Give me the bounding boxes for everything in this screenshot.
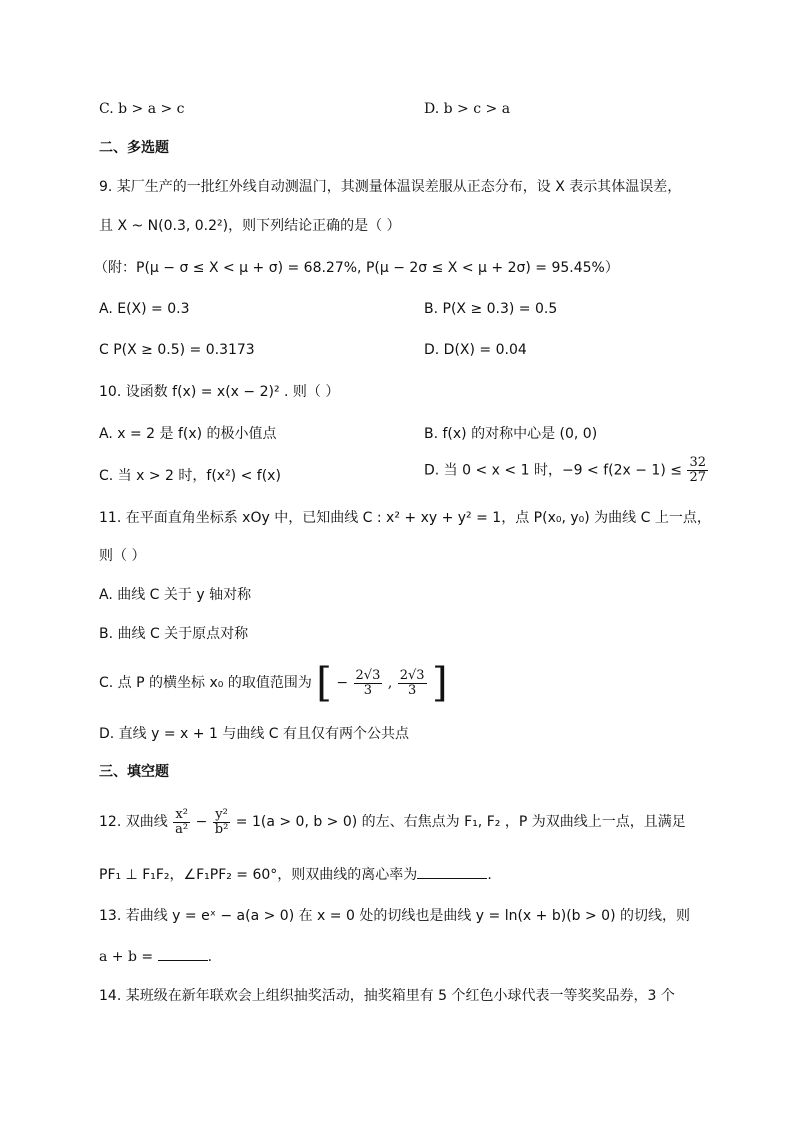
q12-prefix: 12. 双曲线 xyxy=(99,814,168,830)
q9-stem-line2: 且 X ~ N(0.3, 0.2²)，则下列结论正确的是（ ） xyxy=(99,218,401,234)
q12-fraction-x xyxy=(173,808,190,837)
q11-stem-line2: 则（ ） xyxy=(99,548,146,564)
q11-option-d: D. 直线 y = x + 1 与曲线 C 有且仅有两个公共点 xyxy=(99,726,409,742)
q12-fraction-y-denominator: b² xyxy=(214,821,229,837)
q11-option-a: A. 曲线 C 关于 y 轴对称 xyxy=(99,587,252,603)
q13-line2-end: . xyxy=(207,949,213,965)
q12-minus: − xyxy=(195,814,208,830)
q13-line2 xyxy=(99,946,212,967)
q11-option-c-left-numerator: 2√3 xyxy=(355,667,381,683)
q11-option-c-right-numerator: 2√3 xyxy=(399,667,425,683)
q12-line2-text: PF₁ ⊥ F₁F₂，∠F₁PF₂ = 60°，则双曲线的离心率为 xyxy=(99,867,418,883)
q10-option-c: C. 当 x > 2 时，f(x²) < f(x) xyxy=(99,468,281,484)
q10-option-d-fraction xyxy=(687,456,708,485)
q11-option-c-left-denominator: 3 xyxy=(363,682,373,698)
q11-option-c-separator: , xyxy=(387,675,393,691)
q9-option-d: D. D(X) = 0.04 xyxy=(424,342,527,358)
q12-fraction-y-numerator: y² xyxy=(213,808,231,823)
q9-option-b: B. P(X ≥ 0.3) = 0.5 xyxy=(424,301,558,317)
q10-option-b: B. f(x) 的对称中心是 (0, 0) xyxy=(424,426,598,442)
q10-option-a: A. x = 2 是 f(x) 的极小值点 xyxy=(99,426,277,442)
left-bracket: [ xyxy=(316,660,332,706)
q14-line1: 14. 某班级在新年联欢会上组织抽奖活动，抽奖箱里有 5 个红色小球代表一等奖奖品券，3 个 xyxy=(99,988,675,1004)
q12-fraction-x-denominator: a² xyxy=(175,821,189,837)
q8-option-c: C. b > a > c xyxy=(99,101,185,117)
q10-option-d xyxy=(424,456,709,485)
q9-option-a: A. E(X) = 0.3 xyxy=(99,301,190,317)
q12-suffix: = 1(a > 0, b > 0) 的左、右焦点为 F₁, F₂ ，P 为双曲线上一点，且满足 xyxy=(235,814,686,830)
q12-line1 xyxy=(99,804,686,840)
q12-fraction-x-numerator: x² xyxy=(173,808,190,823)
q13-answer-blank[interactable] xyxy=(158,946,208,961)
q10-stem: 10. 设函数 f(x) = x(x − 2)² . 则（ ） xyxy=(99,384,340,400)
q11-option-c-right-denominator: 3 xyxy=(407,682,417,698)
q8-option-d: D. b > c > a xyxy=(424,101,511,117)
q10-option-d-numerator: 32 xyxy=(689,455,706,470)
q12-answer-blank[interactable] xyxy=(417,864,487,879)
q13-line2-text: a + b = xyxy=(99,949,154,965)
q11-option-c-right-fraction xyxy=(398,669,427,698)
q10-option-d-text: D. 当 0 < x < 1 时，−9 < f(2x − 1) ≤ xyxy=(424,462,682,479)
q9-option-c: C P(X ≥ 0.5) = 0.3173 xyxy=(99,342,255,358)
q11-option-c-minus: − xyxy=(336,675,349,691)
q12-fraction-y xyxy=(213,808,231,837)
right-bracket: ] xyxy=(432,660,448,706)
section-3-title: 三、填空题 xyxy=(99,764,169,780)
q10-option-d-denominator: 27 xyxy=(689,470,706,485)
q12-line2 xyxy=(99,864,492,885)
q9-note: （附：P(μ − σ ≤ X < μ + σ) = 68.27%, P(μ − 2σ ≤ X < μ + 2σ) = 95.45%） xyxy=(94,260,619,276)
q11-option-b: B. 曲线 C 关于原点对称 xyxy=(99,626,249,642)
section-2-title: 二、多选题 xyxy=(99,140,169,156)
q12-line2-end: . xyxy=(487,867,492,883)
q11-option-c xyxy=(99,660,448,706)
q11-stem-line1: 11. 在平面直角坐标系 xOy 中，已知曲线 C : x² + xy + y² = 1，点 P(x₀, y₀) 为曲线 C 上一点， xyxy=(99,510,711,526)
q11-option-c-left-fraction xyxy=(354,669,383,698)
q11-option-c-text: C. 点 P 的横坐标 x₀ 的取值范围为 xyxy=(99,675,312,691)
q13-line1: 13. 若曲线 y = eˣ − a(a > 0) 在 x = 0 处的切线也是曲线 y = ln(x + b)(b > 0) 的切线，则 xyxy=(99,908,690,924)
q9-stem-line1: 9. 某厂生产的一批红外线自动测温门，其测量体温误差服从正态分布，设 X 表示其体温误差， xyxy=(99,179,682,195)
